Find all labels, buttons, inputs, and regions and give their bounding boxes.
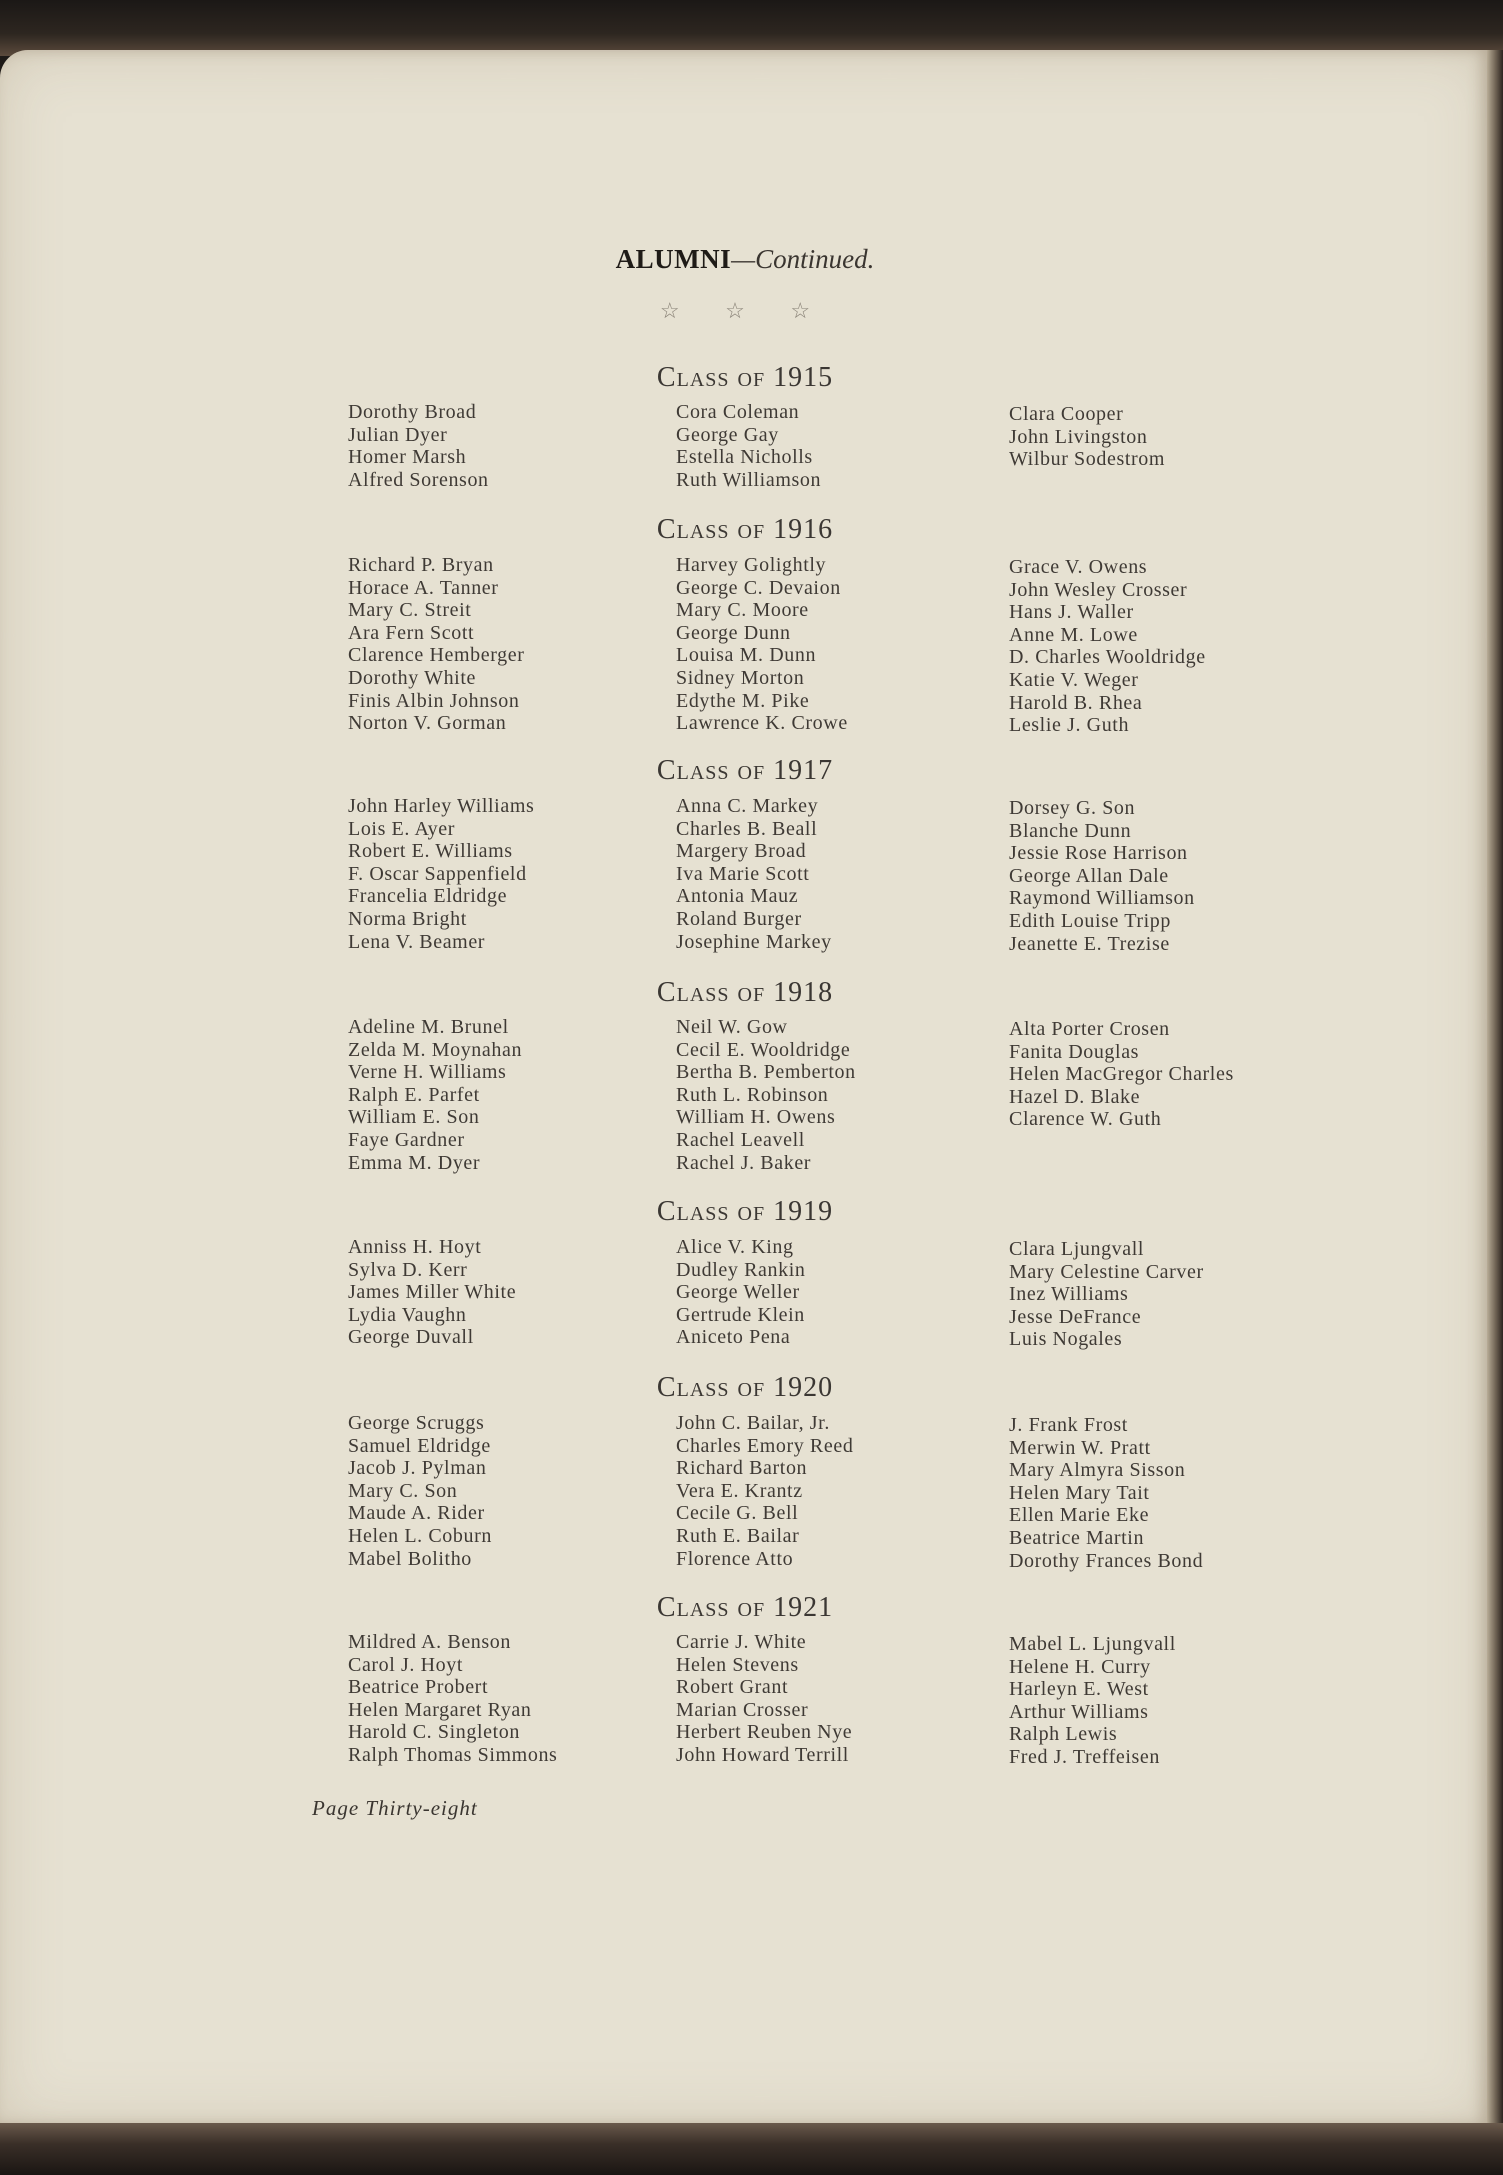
list-item: Vera E. Krantz (676, 1479, 803, 1502)
class-1916-column-3 (1009, 556, 1206, 737)
class-1918-column-3 (1009, 1018, 1234, 1131)
list-item: Richard Barton (676, 1457, 808, 1480)
page-heading (0, 244, 1490, 275)
list-item: Dorothy White (348, 666, 476, 689)
list-item: Raymond Williamson (1009, 887, 1195, 910)
class-1918-column-2 (676, 1016, 856, 1174)
list-item: Florence Atto (676, 1547, 794, 1570)
list-item: Jessie Rose Harrison (1009, 842, 1188, 865)
list-item: Gertrude Klein (676, 1303, 805, 1326)
list-item: Blanche Dunn (1009, 819, 1132, 842)
list-item: Ara Fern Scott (348, 621, 475, 644)
class-1918-column-1 (348, 1016, 522, 1174)
list-item: George C. Devaion (676, 576, 841, 599)
list-item: Horace A. Tanner (348, 576, 499, 599)
list-item: George Weller (676, 1281, 800, 1304)
list-item: Margery Broad (676, 840, 807, 863)
list-item: Cora Coleman (676, 401, 800, 423)
list-item: Dorothy Frances Bond (1009, 1549, 1204, 1572)
list-item: Beatrice Martin (1009, 1526, 1145, 1549)
class-1921-column-1 (348, 1631, 557, 1767)
list-item: Helen Stevens (676, 1653, 799, 1676)
list-item: George Allan Dale (1009, 864, 1169, 887)
class-1921-column-3 (1009, 1633, 1176, 1769)
list-item: Edith Louise Tripp (1009, 909, 1171, 932)
list-item: Emma M. Dyer (348, 1151, 481, 1174)
list-item: Alta Porter Crosen (1009, 1018, 1170, 1040)
list-item: Samuel Eldridge (348, 1434, 491, 1457)
list-item: Robert E. Williams (348, 840, 513, 863)
class-1916-column-2 (676, 554, 848, 735)
list-item: Norma Bright (348, 907, 467, 930)
class-1917-column-1 (348, 795, 534, 953)
list-item: John Howard Terrill (676, 1743, 849, 1766)
list-item: William E. Son (348, 1106, 480, 1129)
list-item: Aniceto Pena (676, 1326, 791, 1349)
list-item: Roland Burger (676, 907, 802, 930)
list-item: Bertha B. Pemberton (676, 1061, 856, 1084)
list-item: George Scruggs (348, 1412, 485, 1434)
list-item: Verne H. Williams (348, 1061, 507, 1084)
list-item: Wilbur Sodestrom (1009, 448, 1166, 471)
class-1917-column-3 (1009, 797, 1195, 955)
list-item: Fanita Douglas (1009, 1040, 1140, 1063)
list-item: Ruth E. Bailar (676, 1524, 800, 1547)
list-item: John Wesley Crosser (1009, 578, 1188, 601)
list-item: Lena V. Beamer (348, 930, 486, 953)
class-heading-1916: Class of 1916 (656, 514, 834, 545)
list-item: Charles Emory Reed (676, 1434, 854, 1457)
list-item: John Harley Williams (348, 795, 535, 817)
list-item: Edythe M. Pike (676, 689, 810, 712)
class-heading-1917: Class of 1917 (656, 755, 834, 786)
list-item: Mabel Bolitho (348, 1547, 472, 1570)
list-item: Katie V. Weger (1009, 668, 1139, 691)
list-item: Mary C. Streit (348, 599, 472, 622)
list-item: Inez Williams (1009, 1283, 1129, 1306)
class-1919-column-1 (348, 1236, 516, 1349)
list-item: Adeline M. Brunel (348, 1016, 509, 1038)
list-item: Anne M. Lowe (1009, 623, 1138, 646)
list-item: Ralph E. Parfet (348, 1083, 480, 1106)
list-item: Fred J. Treffeisen (1009, 1745, 1160, 1768)
list-item: Rachel J. Baker (676, 1151, 812, 1174)
list-item: Carol J. Hoyt (348, 1653, 464, 1676)
book-top-edge (0, 0, 1503, 56)
class-heading-1921: Class of 1921 (656, 1592, 834, 1623)
list-item: Jeanette E. Trezise (1009, 932, 1170, 955)
list-item: Helen MacGregor Charles (1009, 1063, 1234, 1086)
class-1917-column-2 (676, 795, 832, 953)
list-item: Louisa M. Dunn (676, 644, 817, 667)
list-item: Estella Nicholls (676, 446, 813, 469)
list-item: Mary Celestine Carver (1009, 1260, 1204, 1283)
heading-subtitle: —Continued. (731, 244, 875, 274)
class-1915-column-1 (348, 401, 489, 491)
list-item: Lawrence K. Crowe (676, 712, 848, 735)
list-item: Marian Crosser (676, 1698, 809, 1721)
list-item: Lois E. Ayer (348, 817, 456, 840)
heading-title: ALUMNI (615, 244, 732, 274)
class-1915-column-2 (676, 401, 821, 491)
list-item: Hans J. Waller (1009, 601, 1134, 624)
class-1920-column-3 (1009, 1414, 1203, 1572)
list-item: D. Charles Wooldridge (1009, 646, 1206, 669)
list-item: James Miller White (348, 1281, 517, 1304)
class-1920-column-1 (348, 1412, 492, 1570)
list-item: Helene H. Curry (1009, 1655, 1151, 1678)
class-heading-1915: Class of 1915 (656, 362, 834, 393)
list-item: Norton V. Gorman (348, 712, 507, 735)
list-item: Iva Marie Scott (676, 862, 810, 885)
list-item: Clarence W. Guth (1009, 1108, 1162, 1131)
list-item: Jacob J. Pylman (348, 1457, 487, 1480)
list-item: Helen Margaret Ryan (348, 1698, 532, 1721)
book-bottom-edge (0, 2123, 1503, 2175)
list-item: Antonia Mauz (676, 885, 799, 908)
list-item: Dudley Rankin (676, 1258, 806, 1281)
class-1916-column-1 (348, 554, 524, 735)
list-item: Jesse DeFrance (1009, 1305, 1142, 1328)
class-heading-1919: Class of 1919 (656, 1196, 834, 1227)
list-item: Cecil E. Wooldridge (676, 1038, 851, 1061)
list-item: Beatrice Probert (348, 1676, 489, 1699)
list-item: Dorothy Broad (348, 401, 477, 423)
list-item: Clara Cooper (1009, 403, 1124, 425)
list-item: Faye Gardner (348, 1128, 465, 1151)
list-item: Finis Albin Johnson (348, 689, 520, 712)
list-item: F. Oscar Sappenfield (348, 862, 527, 885)
list-item: Josephine Markey (676, 930, 832, 953)
list-item: Rachel Leavell (676, 1128, 805, 1151)
list-item: Carrie J. White (676, 1631, 807, 1653)
class-1915-column-3 (1009, 403, 1165, 471)
list-item: Alfred Sorenson (348, 468, 489, 491)
list-item: Mary Almyra Sisson (1009, 1459, 1186, 1482)
list-item: John C. Bailar, Jr. (676, 1412, 830, 1434)
class-heading-1920: Class of 1920 (656, 1372, 834, 1403)
class-1921-column-2 (676, 1631, 852, 1767)
list-item: Clarence Hemberger (348, 644, 525, 667)
list-item: Clara Ljungvall (1009, 1238, 1145, 1260)
class-1920-column-2 (676, 1412, 853, 1570)
list-item: Helen Mary Tait (1009, 1481, 1150, 1504)
list-item: Dorsey G. Son (1009, 797, 1136, 819)
star-ornament: ☆ ☆ ☆ (659, 298, 831, 323)
list-item: Sidney Morton (676, 666, 805, 689)
list-item: George Dunn (676, 621, 791, 644)
list-item: Sylva D. Kerr (348, 1258, 468, 1281)
list-item: Herbert Reuben Nye (676, 1721, 853, 1744)
list-item: Ruth Williamson (676, 468, 822, 491)
list-item: Ellen Marie Eke (1009, 1504, 1150, 1527)
list-item: Arthur Williams (1009, 1700, 1149, 1723)
list-item: Luis Nogales (1009, 1328, 1123, 1351)
list-item: Ralph Thomas Simmons (348, 1743, 558, 1766)
list-item: Mary C. Moore (676, 599, 809, 622)
class-1919-column-2 (676, 1236, 805, 1349)
list-item: William H. Owens (676, 1106, 836, 1129)
list-item: Lydia Vaughn (348, 1303, 467, 1326)
list-item: Robert Grant (676, 1676, 789, 1699)
list-item: Richard P. Bryan (348, 554, 494, 576)
list-item: Julian Dyer (348, 423, 448, 446)
list-item: Harvey Golightly (676, 554, 827, 576)
list-item: Ralph Lewis (1009, 1723, 1118, 1746)
list-item: Mabel L. Ljungvall (1009, 1633, 1176, 1655)
list-item: Neil W. Gow (676, 1016, 788, 1038)
list-item: Mildred A. Benson (348, 1631, 511, 1653)
list-item: Zelda M. Moynahan (348, 1038, 523, 1061)
list-item: John Livingston (1009, 425, 1148, 448)
list-item: Homer Marsh (348, 446, 467, 469)
list-item: Francelia Eldridge (348, 885, 508, 908)
list-item: Mary C. Son (348, 1479, 458, 1502)
list-item: Cecile G. Bell (676, 1502, 799, 1525)
list-item: Harold B. Rhea (1009, 691, 1143, 714)
list-item: Anniss H. Hoyt (348, 1236, 482, 1258)
list-item: Maude A. Rider (348, 1502, 485, 1525)
list-item: Harold C. Singleton (348, 1721, 520, 1744)
list-item: Charles B. Beall (676, 817, 818, 840)
list-item: George Duvall (348, 1326, 474, 1349)
list-item: Harleyn E. West (1009, 1678, 1149, 1701)
list-item: Grace V. Owens (1009, 556, 1148, 578)
list-item: George Gay (676, 423, 779, 446)
list-item: Alice V. King (676, 1236, 794, 1258)
class-heading-1918: Class of 1918 (656, 977, 834, 1008)
list-item: Merwin W. Pratt (1009, 1436, 1151, 1459)
page-number: Page Thirty-eight (312, 1796, 478, 1820)
list-item: J. Frank Frost (1009, 1414, 1128, 1436)
list-item: Ruth L. Robinson (676, 1083, 829, 1106)
list-item: Anna C. Markey (676, 795, 819, 817)
class-1919-column-3 (1009, 1238, 1204, 1351)
list-item: Leslie J. Guth (1009, 714, 1130, 737)
list-item: Hazel D. Blake (1009, 1085, 1141, 1108)
list-item: Helen L. Coburn (348, 1524, 492, 1547)
